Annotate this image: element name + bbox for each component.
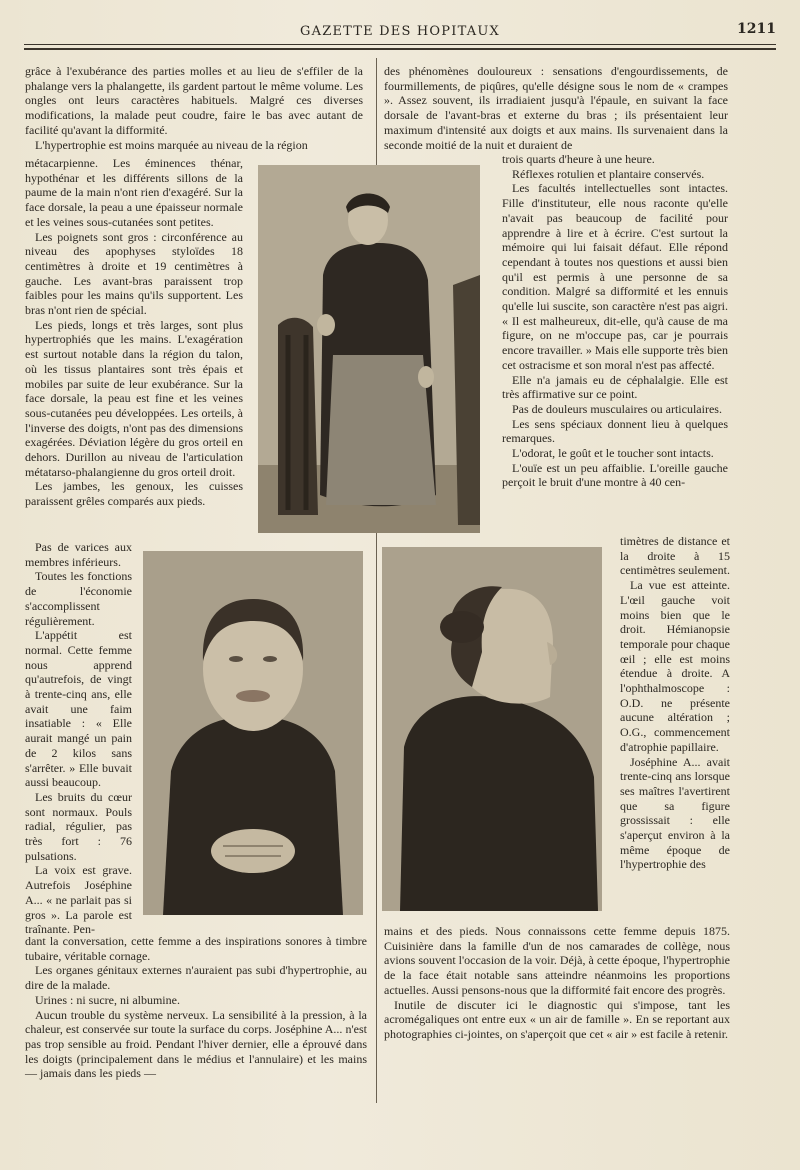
paragraph: La voix est grave. Autrefois Joséphine A... « ne parlait pas si gros ». La parole est traînante. Pen- [25, 863, 132, 937]
photo-frontal-portrait [143, 551, 363, 915]
paragraph: Les sens spéciaux donnent lieu à quelques remarques. [502, 416, 728, 446]
paragraph: L'hypertrophie est moins marquée au niveau de la région [35, 137, 308, 152]
left-bottom-text [25, 934, 367, 1081]
paragraph: Elle n'a jamais eu de céphalalgie. Elle est très affirmative sur ce point. [502, 372, 728, 402]
paragraph: Joséphine A... avait trente-cinq ans lorsque ses maîtres l'avertirent que sa figure grossissait : elle s'aperçut environ à la même époque de l'hypertrophie des [620, 754, 730, 872]
paragraph: Pas de douleurs musculaires ou articulaires. [512, 401, 722, 416]
header-rule-thick [24, 48, 776, 50]
paragraph: Les bruits du cœur sont normaux. Pouls radial, régulier, pas très fort : 76 pulsations. [25, 789, 132, 863]
paragraph: grâce à l'exubérance des parties molles et au lieu de s'effiler de la phalange vers la phalangette, ils gardent partout le même volume. Les ongles ont leurs caractères habituels. Malgré ces diverses modifications, la malade peut coudre, faire le bas avec autant de facilité qu'avant la difformité. [25, 64, 363, 137]
paragraph: L'odorat, le goût et le toucher sont intacts. [512, 446, 714, 461]
left-very-narrow-text [25, 540, 132, 937]
paragraph: Réflexes rotulien et plantaire conservés. [512, 166, 705, 181]
paragraph: métacarpienne. Les éminences thénar, hypothénar et les différents sillons de la paume de la main n'ont rien d'exagéré. Sur la face dorsale, la peau a une épaisseur normale et les veines sous-cutanées sont petites. [25, 156, 243, 229]
paragraph: La vue est atteinte. L'œil gauche voit moins bien que le droit. Hémianopsie temporale pour chaque œil ; elle est moins étendue à droite. A l'ophthalmoscope : O.D. ne présente aucune altération ; O.G., commencement d'atrophie papillaire. [620, 578, 730, 754]
paragraph: Les facultés intellectuelles sont intactes. Fille d'instituteur, elle nous raconte qu'elle n'avait pas beaucoup de facilité pour apprendre à lire et à écrire. C'est surtout la mémoire qui lui faisait défaut. Elle répond cependant à toutes nos questions et aussi bien qu'il est permis à une personne de sa condition. Malgré sa difformité et les ennuis qu'elle lui suscite, son caractère n'est pas aigri. « Il est malheureux, dit-elle, qu'à cause de ma figure, on ne m'occupe pas, car je pourrais encore travailler. » Mais elle supporte très bien cet ostracisme et son moral n'est pas affecté. [502, 181, 728, 372]
paragraph: Toutes les fonctions de l'économie s'accomplissent régulièrement. [25, 569, 132, 628]
right-top-text [384, 64, 728, 152]
left-narrow-text [25, 156, 243, 509]
paragraph: Urines : ni sucre, ni albumine. [35, 992, 180, 1007]
photo-profile-portrait [382, 547, 602, 911]
paragraph: mains et des pieds. Nous connaissons cette femme depuis 1875. Cuisinière dans la famille d'un de nos camarades de collège, nous avions souvent l'occasion de la voir. Déjà, à cette époque, l'hypertrophie de la face était notable sans atteindre néanmoins les proportions actuelles. Aussi pensons-nous que la difformité fait encore des progrès. [384, 924, 730, 997]
paragraph: Les jambes, les genoux, les cuisses paraissent grêles comparés aux pieds. [25, 479, 243, 509]
paragraph: L'ouïe est un peu affaiblie. L'oreille gauche perçoit le bruit d'une montre à 40 cen- [502, 460, 728, 490]
left-top-text [25, 64, 363, 152]
running-title: GAZETTE DES HOPITAUX [300, 24, 500, 39]
photo-standing-figure [258, 165, 480, 533]
paragraph: Inutile de discuter ici le diagnostic qui s'impose, tant les acromégaliques ont entre eux « un air de famille ». En se reportant aux photographies ci-jointes, on s'aperçoit que cet « air » est facile à retenir. [384, 997, 730, 1041]
right-very-narrow-text [620, 534, 730, 872]
paragraph: Aucun trouble du système nerveux. La sensibilité à la pression, à la chaleur, est conservée sur toute la surface du corps. Joséphine A... n'est pas trop sensible au froid. Pendant l'hiver dernier, elle a éprouvé dans les doigts (principalement dans le médius et l'annulaire) et les mains — jamais dans les pieds — [25, 1007, 367, 1081]
paragraph: timètres de distance et la droite à 15 centimètres seulement. [620, 534, 730, 578]
paragraph: trois quarts d'heure à une heure. [502, 152, 655, 166]
paragraph: Les poignets sont gros : circonférence au niveau des apophyses styloïdes 18 centimètres à droite et 19 centimètres à gauche. Les avant-bras paraissent trop faibles pour les mains qu'ils supportent. Les bras n'ont rien de spécial. [25, 229, 243, 318]
paragraph: dant la conversation, cette femme a des inspirations sonores à timbre tubaire, véritable cornage. [25, 934, 367, 963]
header-rule-thin [24, 44, 776, 45]
page-number: 1211 [737, 21, 776, 37]
paragraph: Les organes génitaux externes n'auraient pas subi d'hypertrophie, au dire de la malade. [25, 963, 367, 993]
paragraph: L'appétit est normal. Cette femme nous apprend qu'autrefois, de vingt à trente-cinq ans, elle avait une faim insatiable : « Elle aurait mangé un pain de 2 kilos sans s'arrêter. » Elle buvait aussi beaucoup. [25, 628, 132, 790]
right-bottom-text [384, 924, 730, 1042]
paragraph: des phénomènes douloureux : sensations d'engourdissements, de fourmillements, de piqûres, qu'elle désigne sous le nom de « crampes ». Assez souvent, ils irradiaient jusqu'à l'épaule, en suivant la face dorsale de l'avant-bras et externe du bras ; ils présentaient leur maximum d'intensité aux doigts et aux mains. Ils survenaient dans la seconde moitié de la nuit et duraient de [384, 64, 728, 152]
paragraph: Pas de varices aux membres inférieurs. [25, 540, 132, 569]
paragraph: Les pieds, longs et très larges, sont plus hypertrophiés que les mains. L'exagération est surtout notable dans la région du talon, où les tissus plantaires sont très épais et mobiles par suite de leur exubérance. Sur la face dorsale, la peau est fine et les veines sous-cutanées peu développées. Les orteils, à l'inverse des doigts, n'ont pas des dimensions exagérées. Déviation légère du gros orteil en dehors. Durillon au niveau de l'articulation métatarso-phalangienne du gros orteil droit. [25, 317, 243, 479]
right-narrow-text [502, 152, 728, 490]
